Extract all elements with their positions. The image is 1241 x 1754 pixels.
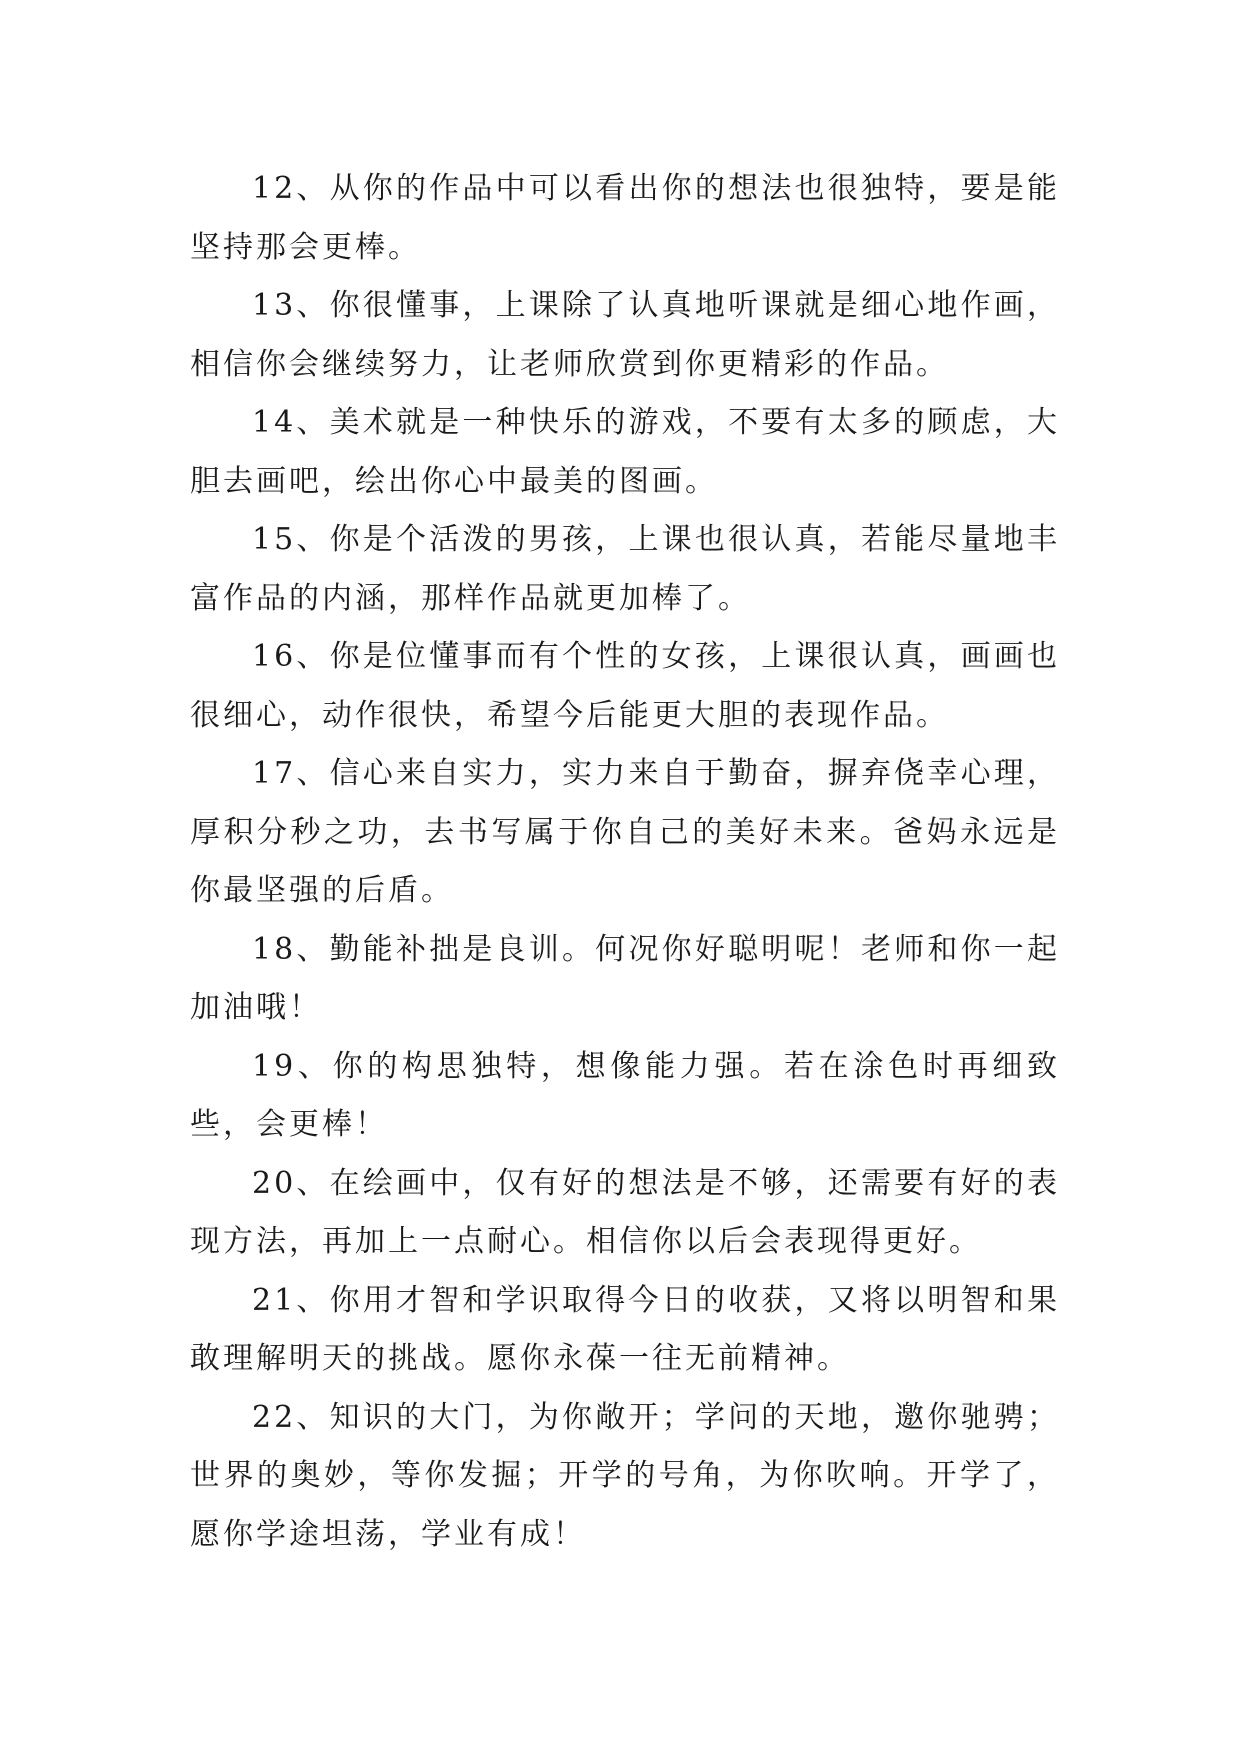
- paragraph-12: 12、从你的作品中可以看出你的想法也很独特，要是能坚持那会更棒。: [190, 171, 1060, 265]
- paragraph-14: 14、美术就是一种快乐的游戏，不要有太多的顾虑，大胆去画吧，绘出你心中最美的图画。: [190, 405, 1060, 499]
- paragraph-22: 22、知识的大门，为你敞开；学问的天地，邀你驰骋；世界的奥妙，等你发掘；开学的号角，为你吹响。开学了，愿你学途坦荡，学业有成！: [190, 1399, 1060, 1552]
- paragraph-13: 13、你很懂事，上课除了认真地听课就是细心地作画，相信你会继续努力，让老师欣赏到你更精彩的作品。: [190, 288, 1060, 382]
- paragraph-15: 15、你是个活泼的男孩，上课也很认真，若能尽量地丰富作品的内涵，那样作品就更加棒了。: [190, 522, 1060, 616]
- paragraph-16: 16、你是位懂事而有个性的女孩，上课很认真，画画也很细心，动作很快，希望今后能更大胆的表现作品。: [190, 639, 1060, 733]
- paragraph-21: 21、你用才智和学识取得今日的收获，又将以明智和果敢理解明天的挑战。愿你永葆一往无前精神。: [190, 1282, 1060, 1376]
- paragraph-18: 18、勤能补拙是良训。何况你好聪明呢！老师和你一起加油哦！: [190, 931, 1060, 1025]
- paragraph-20: 20、在绘画中，仅有好的想法是不够，还需要有好的表现方法，再加上一点耐心。相信你以后会表现得更好。: [190, 1165, 1060, 1259]
- document-body: [190, 160, 1060, 1564]
- paragraph-17: 17、信心来自实力，实力来自于勤奋，摒弃侥幸心理，厚积分秒之功，去书写属于你自己的美好未来。爸妈永远是你最坚强的后盾。: [190, 756, 1060, 908]
- paragraph-19: 19、你的构思独特，想像能力强。若在涂色时再细致些，会更棒！: [190, 1048, 1060, 1142]
